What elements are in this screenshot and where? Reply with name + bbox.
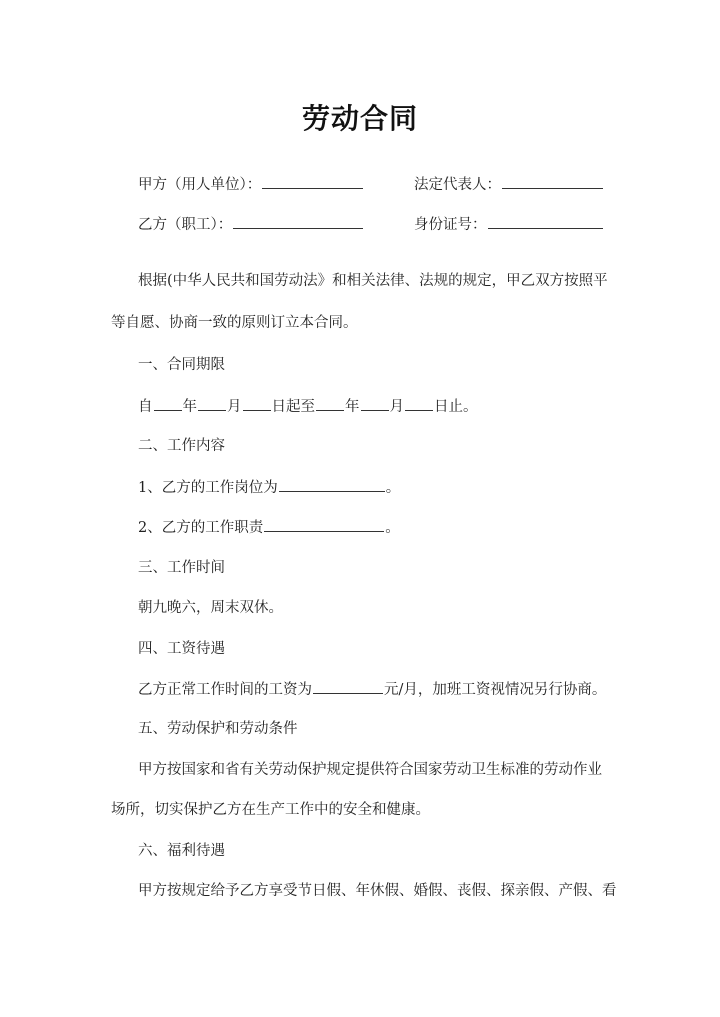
- work-hours-text: 朝九晚六，周末双休。: [138, 600, 283, 616]
- legal-rep-label: 法定代表人：: [414, 177, 501, 193]
- term-text-month-2: 月: [389, 399, 404, 415]
- term-text-year: 年: [182, 399, 197, 415]
- preamble-line-1: 根据(中华人民共和国劳动法》和相关法律、法规的规定，甲乙双方按照平: [138, 273, 608, 289]
- legal-rep-field: [414, 174, 604, 195]
- section-3-heading: 三、工作时间: [138, 560, 225, 576]
- start-month-blank[interactable]: [198, 396, 226, 411]
- benefits-line-1: 甲方按规定给予乙方享受节日假、年休假、婚假、丧假、探亲假、产假、看: [138, 883, 617, 899]
- term-text-until: 日起至: [271, 399, 315, 415]
- party-b-field: [138, 214, 364, 235]
- term-text-month: 月: [227, 399, 242, 415]
- job-duties-line: [138, 517, 400, 538]
- term-text-end: 日止。: [434, 399, 478, 415]
- id-number-field: [414, 214, 604, 235]
- party-a-blank[interactable]: [262, 174, 363, 189]
- job-duties-blank[interactable]: [264, 517, 384, 532]
- job-position-blank[interactable]: [279, 477, 385, 492]
- salary-line: [138, 679, 606, 700]
- end-day-blank[interactable]: [405, 396, 433, 411]
- period: 。: [385, 520, 400, 536]
- salary-suffix: 元/月，加班工资视情况另行协商。: [384, 682, 607, 698]
- job-duties-label: 2、乙方的工作职责: [138, 520, 264, 536]
- period: 。: [385, 480, 401, 496]
- party-a-field: [138, 174, 364, 195]
- salary-blank[interactable]: [313, 679, 383, 694]
- party-a-label: 甲方（用人单位）：: [138, 177, 262, 193]
- section-5-heading: 五、劳动保护和劳动条件: [138, 721, 298, 737]
- start-day-blank[interactable]: [243, 396, 271, 411]
- section-1-heading: 一、合同期限: [138, 357, 225, 373]
- protection-line-1: 甲方按国家和省有关劳动保护规定提供符合国家劳动卫生标准的劳动作业: [138, 762, 602, 778]
- job-position-line: [138, 477, 400, 498]
- salary-label: 乙方正常工作时间的工资为: [138, 682, 312, 698]
- party-b-label: 乙方（职工）：: [138, 217, 233, 233]
- end-month-blank[interactable]: [361, 396, 389, 411]
- section-2-heading: 二、工作内容: [138, 438, 225, 454]
- preamble-line-2: 等自愿、协商一致的原则订立本合同。: [111, 315, 358, 331]
- section-4-heading: 四、工资待遇: [138, 641, 225, 657]
- document-title: 劳动合同: [301, 102, 418, 135]
- start-year-blank[interactable]: [154, 396, 182, 411]
- id-number-label: 身份证号：: [414, 217, 487, 233]
- end-year-blank[interactable]: [316, 396, 344, 411]
- id-number-blank[interactable]: [488, 214, 603, 229]
- term-text-year-2: 年: [345, 399, 360, 415]
- legal-rep-blank[interactable]: [502, 174, 603, 189]
- term-text-from: 自: [138, 399, 153, 415]
- section-6-heading: 六、福利待遇: [138, 843, 225, 859]
- protection-line-2: 场所，切实保护乙方在生产工作中的安全和健康。: [111, 802, 430, 818]
- party-b-blank[interactable]: [233, 214, 363, 229]
- term-dates-line: [138, 396, 478, 417]
- job-position-label: 1、乙方的工作岗位为: [138, 480, 278, 496]
